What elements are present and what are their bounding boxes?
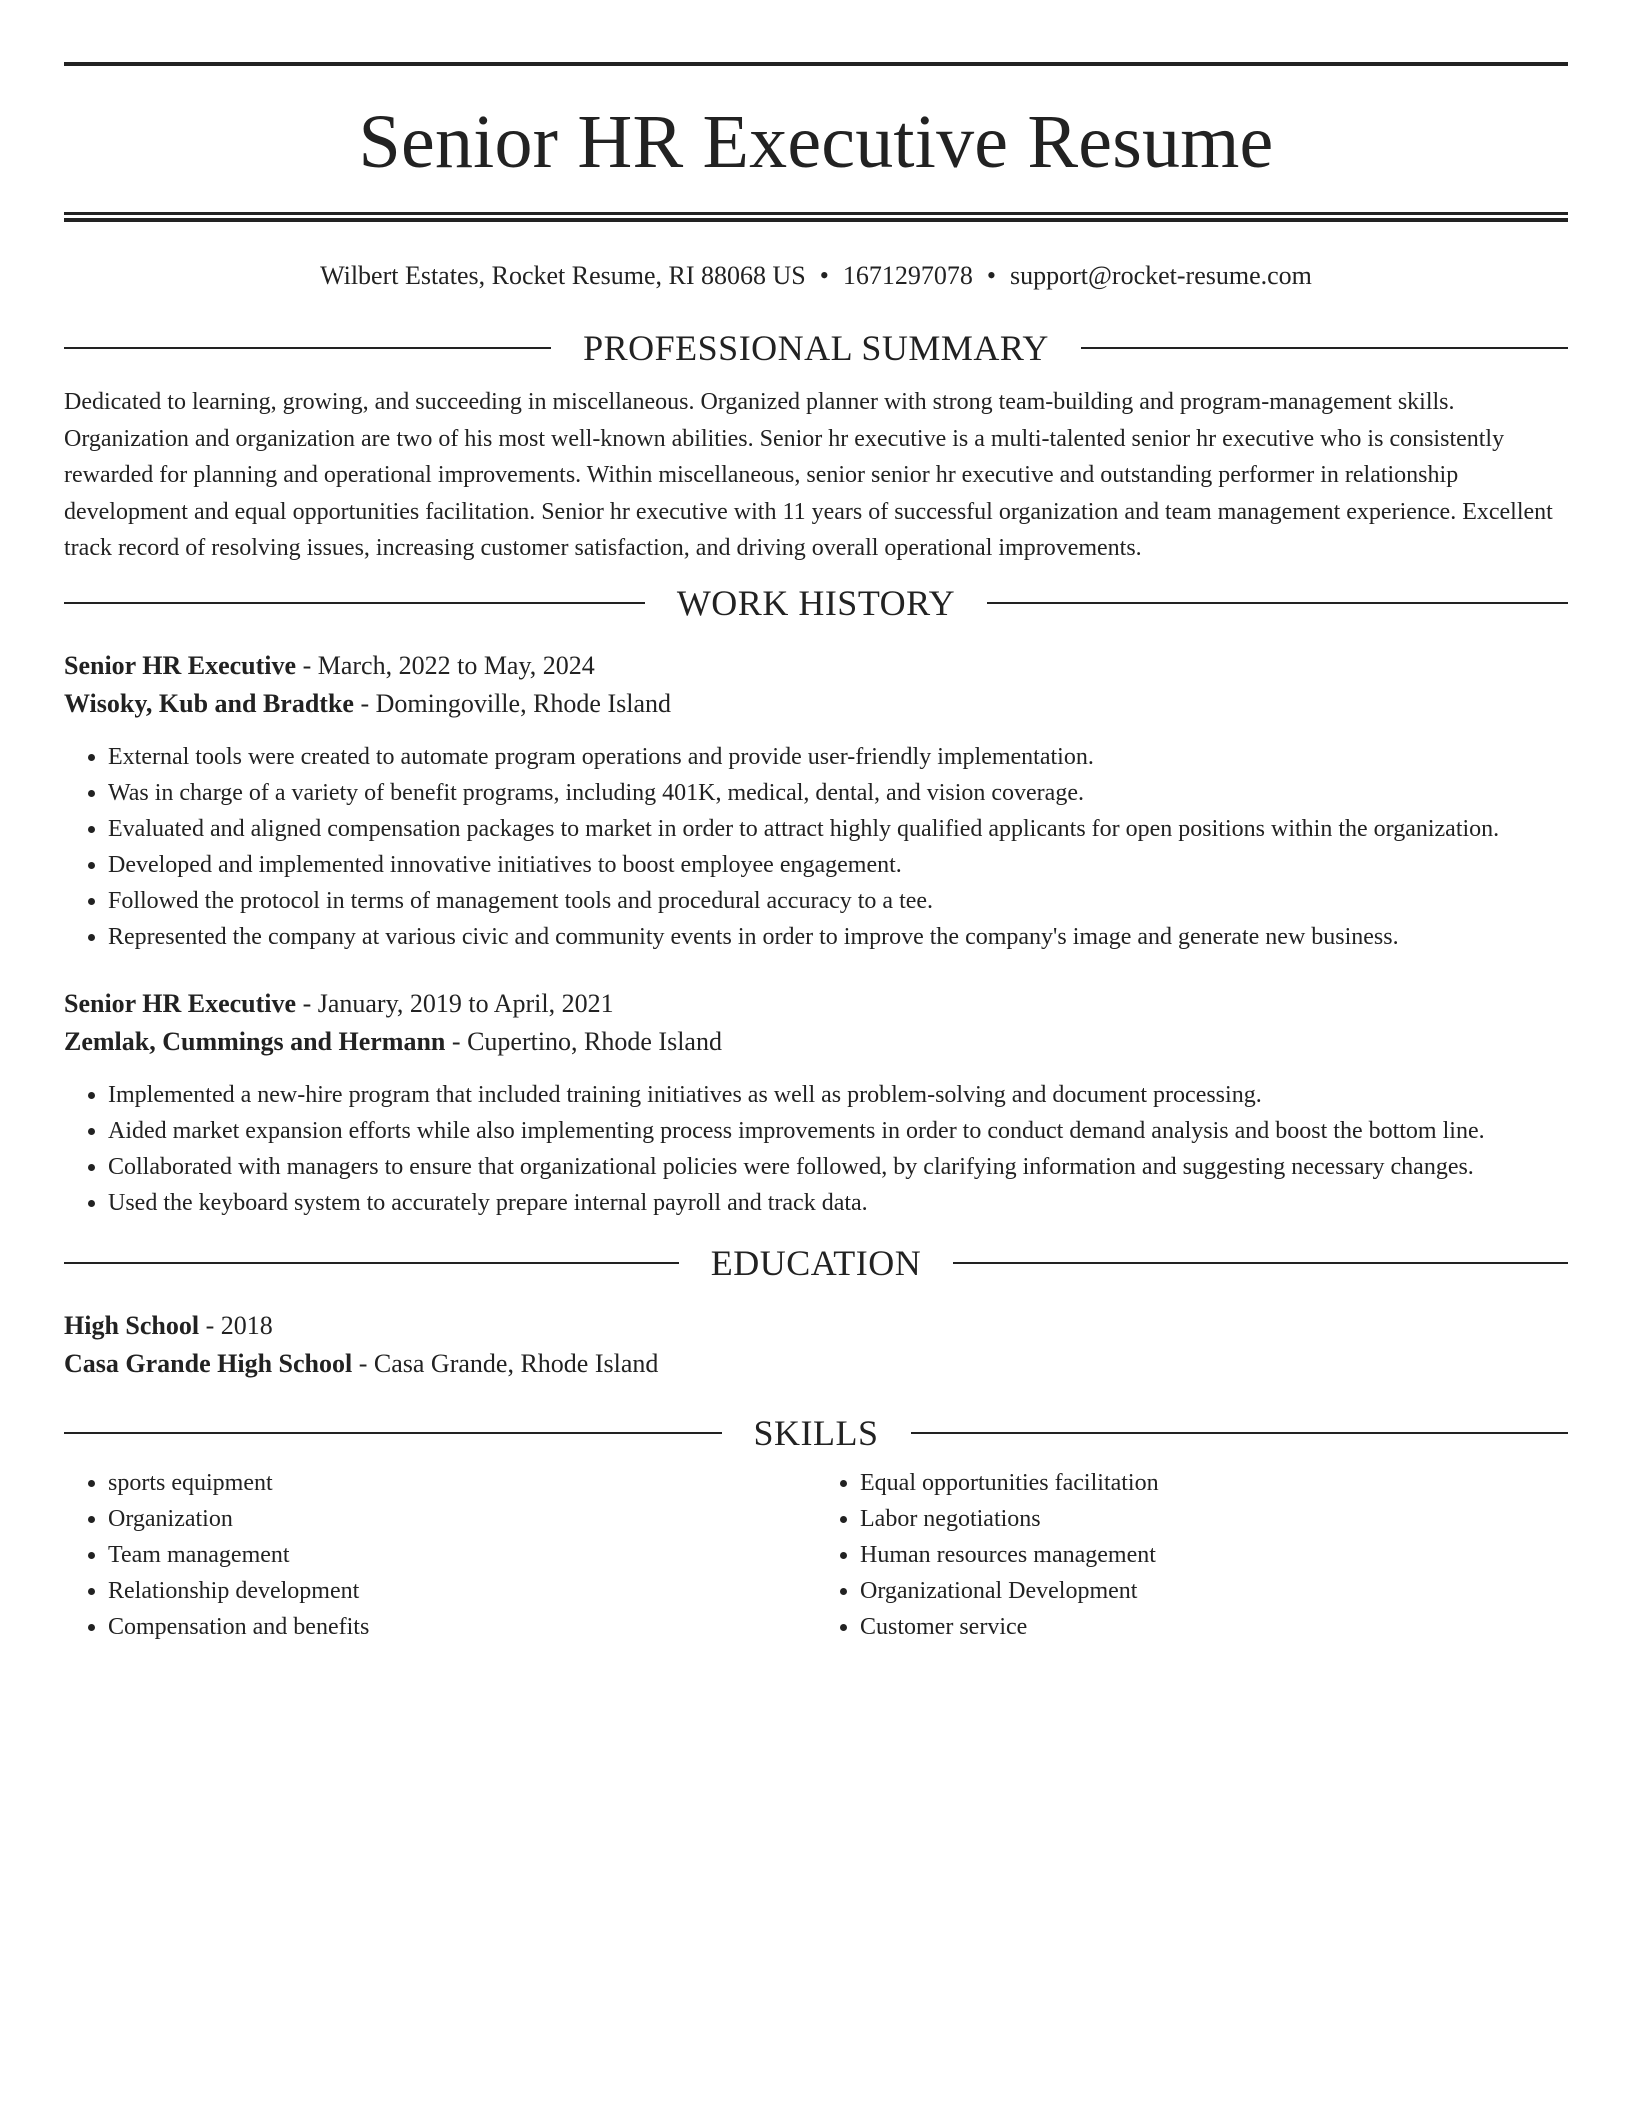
job-title: Senior HR Executive [64,988,297,1018]
section-rule-right [911,1432,1569,1434]
job-bullet: • Followed the protocol in terms of management tools and procedural accuracy to a tee. [108,883,1568,919]
section-title-education: EDUCATION [710,1242,922,1283]
skill-item: • Labor negotiations [860,1501,1568,1537]
education-degree: High School [64,1310,200,1340]
section-header-summary [64,326,1568,370]
section-rule-left [64,1262,679,1264]
section-header-education [64,1241,1568,1285]
section-rule-right [953,1262,1568,1264]
education-entry [64,1307,1568,1383]
dash: - [353,688,376,718]
job-location: Domingoville, Rhode Island [375,688,671,718]
job-entry [64,985,1568,1221]
job-bullets [64,1077,1568,1221]
contact-separator: • [986,261,996,290]
education-degree-line [64,1307,1568,1345]
section-header-work-history [64,581,1568,625]
skill-item: • Compensation and benefits [108,1609,816,1645]
skill-item: • sports equipment [108,1465,816,1501]
education-year: 2018 [220,1310,273,1340]
job-company-line [64,685,1568,723]
job-title-line [64,985,1568,1023]
dash: - [296,650,318,680]
job-company: Zemlak, Cummings and Hermann [64,1026,446,1056]
job-bullet: • External tools were created to automate program operations and provide user-friendly implementation. [108,739,1568,775]
job-entry [64,647,1568,955]
professional-summary-text: Dedicated to learning, growing, and succeeding in miscellaneous. Organized planner with strong team-building and program-management skills. Organization and organization are two of his most well-known abilities. Senior hr executive is a multi-talented senior hr executive who is consistently rewarded for planning and operational improvements. Within miscellaneous, senior senior hr executive and outstanding performer in relationship development and equal opportunities facilitation. Senior hr executive with 11 years of successful organization and team management experience. Excellent track record of resolving issues, increasing customer satisfaction, and driving overall operational improvements. [64,389,1553,561]
dash: - [199,1310,221,1340]
dash: - [352,1348,374,1378]
contact-separator: • [819,261,829,290]
job-bullet: • Evaluated and aligned compensation packages to market in order to attract highly qualified applicants for open positions within the organization. [108,811,1568,847]
skill-item: • Relationship development [108,1573,816,1609]
job-bullet: • Implemented a new-hire program that included training initiatives as well as problem-solving and document processing. [108,1077,1568,1113]
section-title-work-history: WORK HISTORY [676,582,956,623]
job-bullet: • Collaborated with managers to ensure that organizational policies were followed, by clarifying information and suggesting necessary changes. [108,1149,1568,1185]
dash: - [445,1026,468,1056]
job-dates: March, 2022 to May, 2024 [317,650,595,680]
skill-item: • Team management [108,1537,816,1573]
job-dates: January, 2019 to April, 2021 [317,988,614,1018]
section-rule-left [64,602,645,604]
dash: - [296,988,318,1018]
contact-phone: 1671297078 [842,261,973,290]
section-rule-right [987,602,1568,604]
skills-list-right [816,1465,1568,1645]
resume-title: Senior HR Executive Resume [358,100,1274,184]
job-company-line [64,1023,1568,1061]
job-bullet: • Aided market expansion efforts while also implementing process improvements in order to conduct demand analysis and boost the bottom line. [108,1113,1568,1149]
job-bullet: • Developed and implemented innovative initiatives to boost employee engagement. [108,847,1568,883]
contact-line [64,256,1568,296]
contact-email: support@rocket-resume.com [1009,261,1312,290]
section-rule-left [64,1432,722,1434]
section-rule-left [64,347,551,349]
job-title: Senior HR Executive [64,650,297,680]
section-title-summary: PROFESSIONAL SUMMARY [583,328,1049,368]
job-bullet: • Used the keyboard system to accurately prepare internal payroll and track data. [108,1185,1568,1221]
job-title-line [64,647,1568,685]
title-double-rule [64,212,1568,222]
skill-item: • Equal opportunities facilitation [860,1465,1568,1501]
skills-list-left [64,1465,816,1645]
section-header-skills [64,1411,1568,1455]
education-school: Casa Grande High School [64,1348,353,1378]
job-bullets [64,739,1568,955]
contact-address: Wilbert Estates, Rocket Resume, RI 88068 US [320,261,806,290]
job-company: Wisoky, Kub and Bradtke [64,688,354,718]
education-location: Casa Grande, Rhode Island [373,1348,659,1378]
job-location: Cupertino, Rhode Island [467,1026,722,1056]
education-school-line [64,1345,1568,1383]
section-title-skills: SKILLS [753,1412,879,1453]
skills-columns [64,1465,1568,1645]
skill-item: • Human resources management [860,1537,1568,1573]
skill-item: • Customer service [860,1609,1568,1645]
section-rule-right [1081,347,1568,349]
skill-item: • Organizational Development [860,1573,1568,1609]
skill-item: • Organization [108,1501,816,1537]
job-bullet: • Was in charge of a variety of benefit programs, including 401K, medical, dental, and vision coverage. [108,775,1568,811]
job-bullet: • Represented the company at various civic and community events in order to improve the company's image and generate new business. [108,919,1568,955]
